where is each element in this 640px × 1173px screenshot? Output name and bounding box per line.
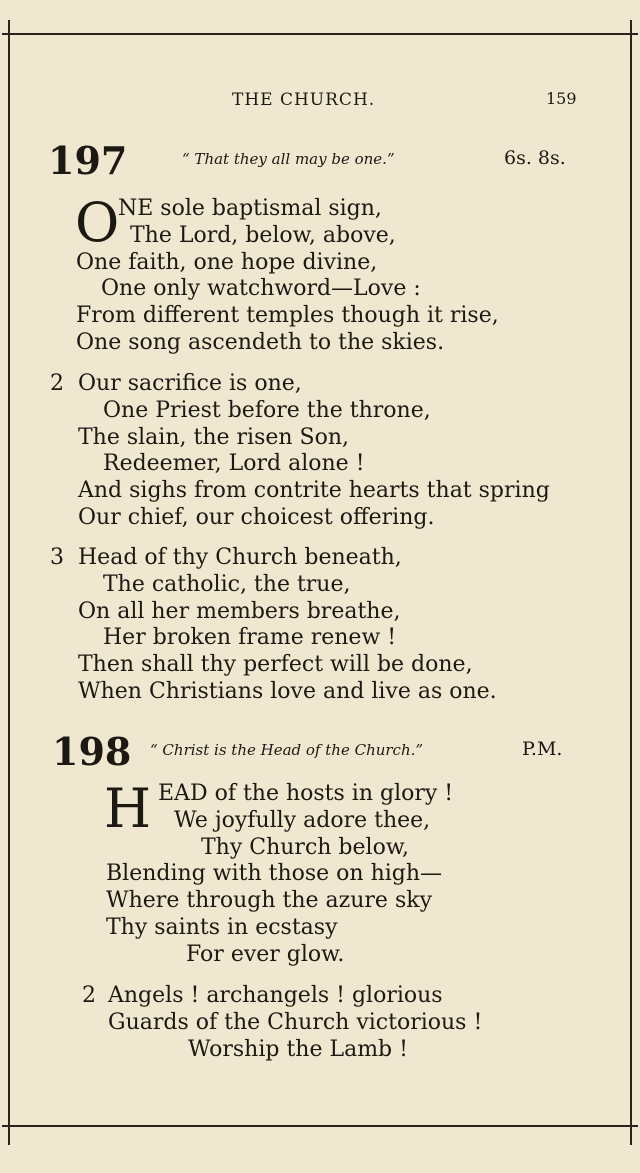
verse-line: Angels ! archangels ! glorious — [108, 983, 443, 1008]
hymn-title: “ That they all may be one.” — [182, 150, 395, 168]
verse-line: Thy Church below, — [201, 834, 410, 860]
verse-line: Thy saints in ecstasy — [106, 914, 338, 940]
right-border-rule — [630, 20, 632, 1145]
verse-line: Our chief, our choicest offering. — [78, 504, 435, 530]
verse-line: One faith, one hope divine, — [76, 249, 378, 275]
verse-line: Then shall thy perfect will be done, — [78, 652, 473, 678]
verse — [158, 781, 453, 835]
hymn-meter: P.M. — [522, 738, 563, 760]
verse — [118, 196, 396, 250]
hymn-number: 198 — [52, 729, 132, 774]
verse — [76, 250, 499, 357]
corner-ornament-icon — [2, 27, 16, 41]
verse-line: One only watchword—Love : — [101, 276, 421, 302]
verse-line: The catholic, the true, — [103, 571, 351, 597]
verse-line: Our sacrifice is one, — [78, 371, 302, 396]
running-head: THE CHURCH. — [232, 90, 376, 110]
left-border-rule — [8, 20, 10, 1145]
verse-line: And sighs from contrite hearts that spring — [78, 478, 550, 504]
corner-ornament-icon — [624, 1119, 638, 1133]
verse-line: When Christians love and live as one. — [78, 678, 497, 704]
hymn-number: 197 — [48, 138, 128, 183]
verse-line: We joyfully adore thee, — [174, 807, 431, 833]
page-number: 159 — [546, 89, 577, 108]
corner-ornament-icon — [2, 1119, 16, 1133]
verse-line: Redeemer, Lord alone ! — [103, 451, 365, 477]
verse-line: For ever glow. — [186, 941, 345, 967]
verse-line: Where through the azure sky — [106, 888, 432, 914]
verse-line: From different temples though it rise, — [76, 303, 499, 329]
verse-line: Head of thy Church beneath, — [78, 545, 402, 570]
verse-number: 2 — [82, 983, 96, 1008]
verse-line: Blending with those on high— — [106, 861, 443, 887]
verse — [108, 983, 482, 1063]
verse-line: Guards of the Church victorious ! — [108, 1009, 483, 1035]
hymn-meter: 6s. 8s. — [504, 147, 566, 169]
verse — [78, 371, 550, 532]
drop-cap: O — [75, 191, 120, 254]
verse-line: One song ascendeth to the skies. — [76, 329, 445, 355]
verse-number: 3 — [50, 545, 64, 570]
top-border-rule — [8, 33, 634, 35]
verse-line: The Lord, below, above, — [130, 222, 396, 248]
hymn-title: “ Christ is the Head of the Church.” — [150, 741, 424, 759]
verse-line: Her broken frame renew ! — [103, 625, 397, 651]
verse-line: Worship the Lamb ! — [188, 1036, 408, 1062]
drop-cap: H — [104, 777, 152, 840]
verse-line: The slain, the risen Son, — [78, 424, 350, 450]
verse-line: On all her members breathe, — [78, 598, 401, 624]
verse-line: NE sole baptismal sign, — [118, 196, 382, 221]
verse — [78, 545, 497, 706]
verse-line: One Priest before the throne, — [103, 397, 431, 423]
bottom-border-rule — [8, 1125, 634, 1127]
corner-ornament-icon — [624, 27, 638, 41]
verse-number: 2 — [50, 371, 64, 396]
verse — [106, 835, 442, 969]
verse-line: EAD of the hosts in glory ! — [158, 781, 454, 806]
